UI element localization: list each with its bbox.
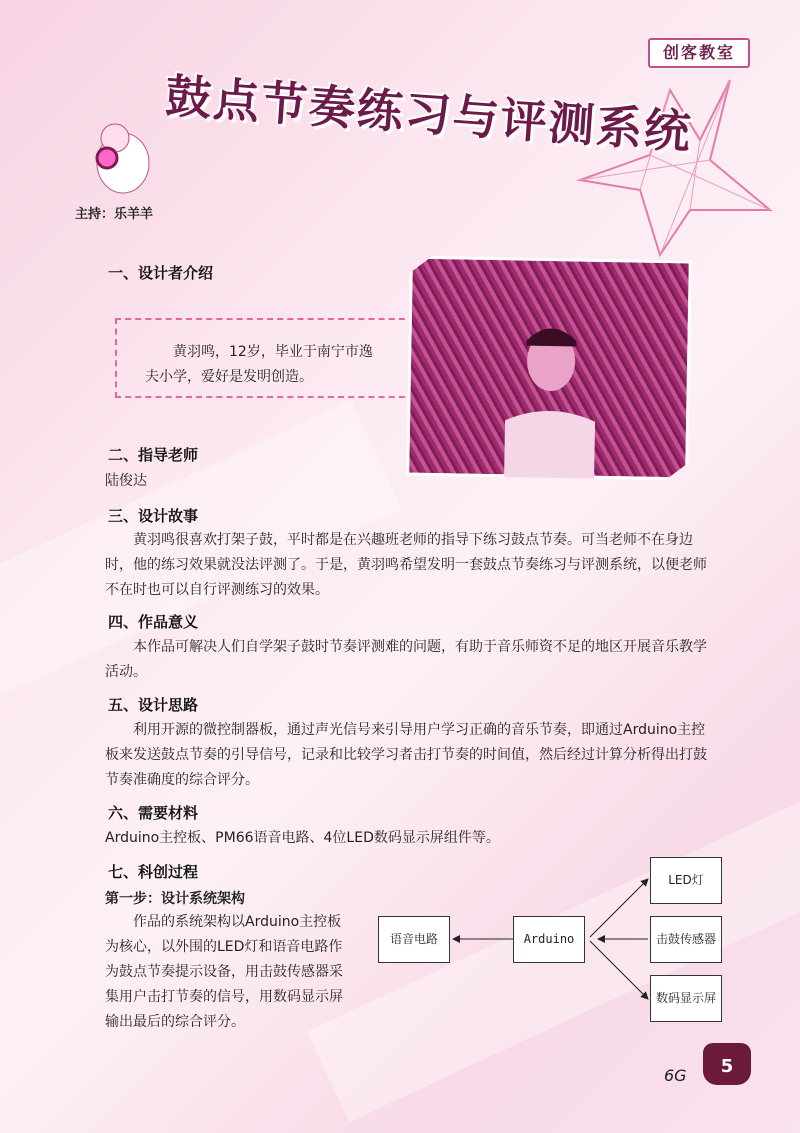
section-heading: 三、设计故事 bbox=[108, 507, 199, 525]
host-credit: 主持：乐羊羊 bbox=[75, 207, 154, 222]
diagram-box-arduino: Arduino bbox=[513, 916, 585, 963]
diagram-box-display: 数码显示屏 bbox=[650, 975, 722, 1022]
section-heading: 一、设计者介绍 bbox=[108, 264, 214, 282]
design-idea-text: 利用开源的微控制器板，通过声光信号来引导用户学习正确的音乐节奏，即通过Arduino主控板来发送鼓点节奏的引导信号，记录和比较学习者击打节奏的时间值，然后经过计算分析得出打鼓节奏准确度的综合评分。 bbox=[105, 722, 707, 788]
section-heading: 六、需要材料 bbox=[108, 804, 199, 822]
column-badge: 创客教室 bbox=[648, 38, 750, 68]
diagram-box-voice-circuit: 语音电路 bbox=[378, 916, 450, 963]
step-title: 第一步：设计系统架构 bbox=[105, 891, 245, 907]
teacher-name: 陆俊达 bbox=[105, 473, 147, 489]
section-heading: 四、作品意义 bbox=[108, 613, 199, 631]
materials-text: Arduino主控板、PM66语音电路、4位LED数码显示屏组件等。 bbox=[105, 830, 500, 846]
page-title: 鼓点节奏练习与评测系统 bbox=[163, 68, 695, 160]
section-heading: 七、科创过程 bbox=[108, 863, 199, 881]
diagram-box-drum-sensor: 击鼓传感器 bbox=[650, 916, 722, 963]
page-number: 5 bbox=[720, 1056, 734, 1077]
issue-mark: 6G bbox=[664, 1066, 687, 1085]
page-number-badge bbox=[703, 1043, 751, 1085]
significance-text: 本作品可解决人们自学架子鼓时节奏评测难的问题，有助于音乐师资不足的地区开展音乐教学活动。 bbox=[105, 639, 707, 680]
section-heading: 二、指导老师 bbox=[108, 446, 199, 464]
process-text: 作品的系统架构以Arduino主控板为核心，以外围的LED灯和语音电路作为鼓点节奏提示设备，用击鼓传感器采集用户击打节奏的信号，用数码显示屏输出最后的综合评分。 bbox=[105, 914, 343, 1030]
designer-intro-text: 黄羽鸣，12岁，毕业于南宁市逸夫小学，爱好是发明创造。 bbox=[145, 344, 373, 385]
story-text: 黄羽鸣很喜欢打架子鼓，平时都是在兴趣班老师的指导下练习鼓点节奏。可当老师不在身边时，他的练习效果就没法评测了。于是，黄羽鸣希望发明一套鼓点节奏练习与评测系统，以便老师不在时也可以自行评测练习的效果。 bbox=[105, 532, 707, 598]
diagram-box-led: LED灯 bbox=[650, 857, 722, 904]
section-heading: 五、设计思路 bbox=[108, 696, 199, 714]
